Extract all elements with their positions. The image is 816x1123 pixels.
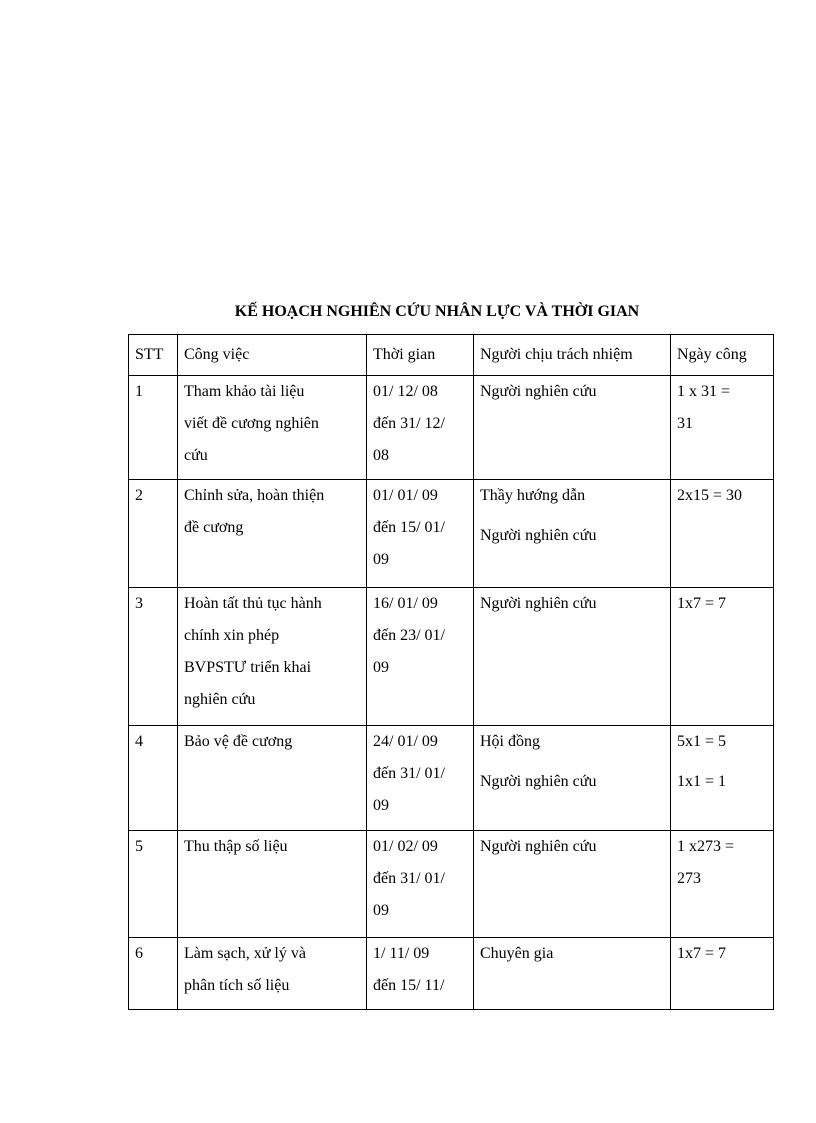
cell-stt <box>129 588 178 726</box>
header-responsible: Người chịu trách nhiệm <box>474 335 671 376</box>
table-row <box>129 376 774 480</box>
cell-task <box>178 726 367 831</box>
time-line: 1/ 11/ 09 <box>373 945 430 962</box>
time-line: 01/ 02/ 09 <box>373 838 438 855</box>
plan-table <box>128 334 774 1010</box>
time-line: 09 <box>373 902 389 919</box>
table-row <box>129 588 774 726</box>
time-line: 01/ 01/ 09 <box>373 487 438 504</box>
days-line: 1x7 = 7 <box>677 945 727 962</box>
time-line: 08 <box>373 447 389 464</box>
time-line: 09 <box>373 797 389 814</box>
stt-value: 5 <box>135 838 143 855</box>
time-line: 09 <box>373 659 389 676</box>
days-line: 1 x 31 = <box>677 383 731 400</box>
task-line: Tham khảo tài liệu <box>184 383 305 400</box>
cell-stt <box>129 831 178 938</box>
cell-days <box>671 376 774 480</box>
responsible-line: Người nghiên cứu <box>480 773 597 790</box>
responsible-line: Người nghiên cứu <box>480 383 597 400</box>
responsible-line: Người nghiên cứu <box>480 595 597 612</box>
cell-responsible <box>474 831 671 938</box>
cell-time <box>367 938 474 1010</box>
days-line: 1x7 = 7 <box>677 595 727 612</box>
time-line: 16/ 01/ 09 <box>373 595 438 612</box>
task-line: Hoàn tất thủ tục hành <box>184 595 322 612</box>
cell-responsible <box>474 726 671 831</box>
days-line: 1 x273 = <box>677 838 735 855</box>
table-row <box>129 938 774 1010</box>
task-line: Chỉnh sửa, hoàn thiện <box>184 487 325 504</box>
cell-responsible <box>474 588 671 726</box>
cell-time <box>367 480 474 588</box>
time-line: 01/ 12/ 08 <box>373 383 438 400</box>
cell-stt <box>129 726 178 831</box>
cell-task <box>178 938 367 1010</box>
time-line: đến 15/ 01/ <box>373 519 445 536</box>
days-line: 5x1 = 5 <box>677 733 727 750</box>
cell-responsible <box>474 938 671 1010</box>
cell-time <box>367 376 474 480</box>
cell-stt <box>129 938 178 1010</box>
responsible-line: Người nghiên cứu <box>480 838 597 855</box>
task-line: Làm sạch, xử lý và <box>184 945 306 962</box>
header-days: Ngày công <box>671 335 774 376</box>
time-line: 24/ 01/ 09 <box>373 733 438 750</box>
cell-task <box>178 588 367 726</box>
time-line: đến 23/ 01/ <box>373 627 445 644</box>
cell-stt <box>129 376 178 480</box>
responsible-line: Người nghiên cứu <box>480 527 597 544</box>
cell-task <box>178 480 367 588</box>
time-line: đến 31/ 01/ <box>373 765 445 782</box>
task-line: phân tích số liệu <box>184 977 290 994</box>
cell-task <box>178 831 367 938</box>
cell-days <box>671 588 774 726</box>
responsible-line: Hội đồng <box>480 733 540 750</box>
task-line: viết đề cương nghiên <box>184 415 319 432</box>
cell-time <box>367 588 474 726</box>
task-line: BVPSTƯ triển khai <box>184 659 312 676</box>
table-row <box>129 831 774 938</box>
cell-time <box>367 831 474 938</box>
header-time: Thời gian <box>367 335 474 376</box>
cell-responsible <box>474 376 671 480</box>
task-line: cứu <box>184 447 208 464</box>
cell-task <box>178 376 367 480</box>
time-line: đến 31/ 12/ <box>373 415 445 432</box>
task-line: Bảo vệ đề cương <box>184 733 293 750</box>
stt-value: 6 <box>135 945 143 962</box>
table-row <box>129 480 774 588</box>
days-line: 2x15 = 30 <box>677 487 743 504</box>
cell-days <box>671 480 774 588</box>
stt-value: 4 <box>135 733 143 750</box>
task-line: đề cương <box>184 519 244 536</box>
header-stt: STT <box>129 335 178 376</box>
stt-value: 3 <box>135 595 143 612</box>
responsible-line: Thầy hướng dẫn <box>480 487 586 504</box>
document-title: KẾ HOẠCH NGHIÊN CỨU NHÂN LỰC VÀ THỜI GIAN <box>234 303 640 320</box>
stt-value: 1 <box>135 383 143 400</box>
time-line: 09 <box>373 551 389 568</box>
days-line: 273 <box>677 870 701 887</box>
table-row <box>129 726 774 831</box>
stt-value: 2 <box>135 487 143 504</box>
task-line: Thu thập số liệu <box>184 838 288 855</box>
table-header-row <box>129 335 774 376</box>
cell-stt <box>129 480 178 588</box>
cell-responsible <box>474 480 671 588</box>
cell-days <box>671 938 774 1010</box>
cell-days <box>671 726 774 831</box>
days-line: 31 <box>677 415 693 432</box>
time-line: đến 15/ 11/ <box>373 977 445 994</box>
task-line: chính xin phép <box>184 627 280 644</box>
task-line: nghiên cứu <box>184 691 256 708</box>
cell-time <box>367 726 474 831</box>
responsible-line: Chuyên gia <box>480 945 554 962</box>
cell-days <box>671 831 774 938</box>
header-task: Công việc <box>178 335 367 376</box>
days-line: 1x1 = 1 <box>677 773 727 790</box>
time-line: đến 31/ 01/ <box>373 870 445 887</box>
